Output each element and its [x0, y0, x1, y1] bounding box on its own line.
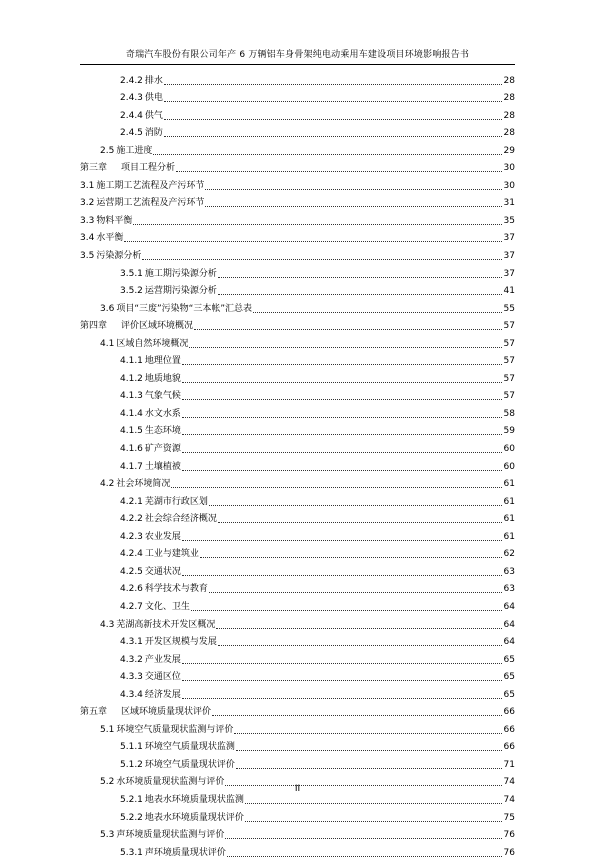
toc-entry[interactable] [80, 402, 515, 420]
dot-leader [218, 294, 502, 295]
toc-entry-number: 5.1.2 [120, 759, 143, 770]
toc-entry-page: 57 [503, 321, 515, 332]
toc-entry[interactable] [80, 332, 515, 350]
toc-entry-title: 土壤植被 [144, 461, 181, 472]
toc-entry-title: 施工期工艺流程及产污环节 [96, 180, 205, 191]
toc-entry[interactable] [80, 367, 515, 385]
toc-entry-title: 排水 [144, 75, 163, 86]
toc-entry-page: 37 [503, 268, 515, 279]
toc-entry[interactable] [80, 648, 515, 666]
dot-leader [209, 505, 502, 506]
toc-entry-number: 3.4 [80, 233, 95, 244]
toc-entry[interactable] [80, 157, 515, 175]
toc-entry-title: 区域环境质量现状评价 [121, 707, 212, 718]
toc-entry[interactable] [80, 578, 515, 596]
page-number: II [294, 784, 301, 794]
toc-entry-number: 4.2.7 [120, 601, 143, 612]
toc-entry[interactable] [80, 753, 515, 771]
dot-leader [205, 206, 502, 207]
toc-entry-number: 3.5.1 [120, 268, 143, 279]
toc-entry-title: 水文水系 [144, 408, 181, 419]
toc-entry[interactable] [80, 473, 515, 491]
dot-leader [218, 645, 502, 646]
toc-entry-title: 农业发展 [144, 531, 181, 542]
toc-entry-number: 4.1.4 [120, 408, 143, 419]
toc-entry-number: 第三章 [80, 163, 108, 174]
toc-entry-number: 4.2 [100, 479, 115, 490]
toc-entry-number: 5.2.1 [120, 794, 143, 805]
toc-entry[interactable] [80, 315, 515, 333]
toc-entry-page: 41 [503, 286, 515, 297]
toc-entry-number: 5.2.2 [120, 812, 143, 823]
dot-leader [182, 680, 502, 681]
toc-entry-number: 2.4.5 [120, 128, 143, 139]
dot-leader [236, 768, 502, 769]
toc-entry-number: 2.4.3 [120, 93, 143, 104]
toc-entry-title: 生态环境 [144, 426, 181, 437]
toc-entry-title: 文化、卫生 [144, 601, 190, 612]
toc-entry-page: 63 [503, 566, 515, 577]
toc-entry[interactable] [80, 262, 515, 280]
toc-entry[interactable] [80, 683, 515, 701]
dot-leader [182, 364, 502, 365]
toc-entry[interactable] [80, 69, 515, 87]
toc-entry-title: 地质地貌 [144, 373, 181, 384]
toc-entry[interactable] [80, 613, 515, 631]
toc-entry-page: 28 [503, 110, 515, 121]
dot-leader [124, 241, 502, 242]
dot-leader [209, 592, 502, 593]
toc-entry-title: 污染源分析 [96, 251, 142, 262]
dot-leader [200, 557, 502, 558]
dot-leader [227, 856, 502, 857]
toc-entry[interactable] [80, 280, 515, 298]
toc-entry-number: 3.6 [100, 303, 115, 314]
toc-entry-title: 气象气候 [144, 391, 181, 402]
dot-leader [245, 821, 502, 822]
dot-leader [153, 154, 502, 155]
dot-leader [225, 838, 502, 839]
toc-entry-number: 3.5 [80, 251, 95, 262]
toc-entry-page: 66 [503, 707, 515, 718]
toc-entry[interactable] [80, 595, 515, 613]
toc-entry[interactable] [80, 209, 515, 227]
toc-entry-number: 4.2.5 [120, 566, 143, 577]
toc-entry-title: 经济发展 [144, 689, 181, 700]
dot-leader [182, 452, 502, 453]
dot-leader [164, 119, 502, 120]
toc-entry[interactable] [80, 192, 515, 210]
toc-entry-number: 4.2.4 [120, 549, 143, 560]
dot-leader [182, 470, 502, 471]
dot-leader [133, 224, 502, 225]
toc-entry[interactable] [80, 104, 515, 122]
toc-entry-page: 76 [503, 847, 515, 858]
toc-entry-title: 社会综合经济概况 [144, 514, 217, 525]
toc-entry-page: 58 [503, 408, 515, 419]
dot-leader [164, 101, 502, 102]
toc-entry-title: 工业与建筑业 [144, 549, 199, 560]
dot-leader [182, 399, 502, 400]
toc-entry-page: 30 [503, 180, 515, 191]
toc-entry-title: 开发区规模与发展 [144, 637, 217, 648]
toc-entry-number: 5.2 [100, 777, 115, 788]
toc-entry[interactable] [80, 437, 515, 455]
toc-entry-page: 64 [503, 619, 515, 630]
toc-entry-page: 74 [503, 794, 515, 805]
toc-entry-number: 4.3 [100, 619, 115, 630]
toc-entry-page: 57 [503, 338, 515, 349]
toc-entry-number: 4.1.3 [120, 391, 143, 402]
toc-entry-number: 5.3 [100, 830, 115, 841]
dot-leader [205, 189, 502, 190]
toc-entry-number: 5.1 [100, 724, 115, 735]
dot-leader [218, 522, 502, 523]
toc-entry-title: 供电 [144, 93, 163, 104]
toc-entry-number: 3.3 [80, 215, 95, 226]
dot-leader [253, 312, 502, 313]
toc-entry-title: 地表水环境质量现状监测 [144, 794, 244, 805]
toc-entry-number: 2.4.4 [120, 110, 143, 121]
toc-entry-title: 芜湖市行政区划 [144, 496, 208, 507]
toc-entry[interactable] [80, 455, 515, 473]
toc-entry-page: 28 [503, 93, 515, 104]
toc-entry-title: 交通区位 [144, 672, 181, 683]
toc-entry-number: 第五章 [80, 707, 108, 718]
dot-leader [176, 171, 502, 172]
dot-leader [234, 733, 502, 734]
toc-entry[interactable] [80, 718, 515, 736]
dot-leader [171, 487, 502, 488]
toc-entry-page: 65 [503, 689, 515, 700]
toc-entry-page: 74 [503, 777, 515, 788]
dot-leader [182, 434, 502, 435]
toc-entry-title: 地表水环境质量现状评价 [144, 812, 244, 823]
toc-entry[interactable] [80, 227, 515, 245]
toc-entry-page: 61 [503, 531, 515, 542]
toc-entry-title: 水平衡 [96, 233, 124, 244]
toc-entry[interactable] [80, 87, 515, 105]
toc-entry[interactable] [80, 420, 515, 438]
toc-entry-page: 61 [503, 479, 515, 490]
toc-entry-page: 37 [503, 233, 515, 244]
toc-entry-title: 施工进度 [116, 145, 153, 156]
dot-leader [182, 698, 502, 699]
toc-entry-page: 64 [503, 637, 515, 648]
toc-entry[interactable] [80, 385, 515, 403]
toc-entry-number: 4.1.1 [120, 356, 143, 367]
toc-entry-number: 4.1.5 [120, 426, 143, 437]
toc-entry-title: 环境空气质量现状监测与评价 [116, 724, 234, 735]
dot-leader [164, 136, 502, 137]
toc-entry-number: 3.1 [80, 180, 95, 191]
toc-entry-page: 65 [503, 672, 515, 683]
toc-entry-page: 57 [503, 373, 515, 384]
toc-entry-number: 4.2.2 [120, 514, 143, 525]
toc-entry-number: 5.1.1 [120, 742, 143, 753]
toc-entry[interactable] [80, 139, 515, 157]
toc-entry-page: 30 [503, 163, 515, 174]
dot-leader [191, 610, 502, 611]
toc-entry-title: 产业发展 [144, 654, 181, 665]
dot-leader [182, 575, 502, 576]
toc-entry-page: 57 [503, 356, 515, 367]
toc-entry[interactable] [80, 350, 515, 368]
table-of-contents [80, 69, 515, 859]
toc-entry-title: 项目工程分析 [121, 163, 176, 174]
toc-entry[interactable] [80, 297, 515, 315]
dot-leader [142, 259, 502, 260]
toc-entry-title: 消防 [144, 128, 163, 139]
dot-leader [189, 347, 502, 348]
toc-entry-number: 4.2.1 [120, 496, 143, 507]
toc-entry-title: 供气 [144, 110, 163, 121]
toc-entry-title: 声环境质量现状评价 [144, 847, 226, 858]
toc-entry-title: 水环境质量现状监测与评价 [116, 777, 225, 788]
toc-entry-number: 4.3.3 [120, 672, 143, 683]
toc-entry-title: 施工期污染源分析 [144, 268, 217, 279]
dot-leader [194, 329, 502, 330]
toc-entry-page: 61 [503, 496, 515, 507]
toc-entry-title: 声环境质量现状监测与评价 [116, 830, 225, 841]
toc-entry-page: 57 [503, 391, 515, 402]
toc-entry-number: 4.1.7 [120, 461, 143, 472]
header-rule [80, 64, 515, 65]
toc-entry-page: 76 [503, 830, 515, 841]
toc-entry-page: 31 [503, 198, 515, 209]
toc-entry[interactable] [80, 736, 515, 754]
dot-leader [212, 715, 502, 716]
dot-leader [182, 540, 502, 541]
toc-entry-page: 64 [503, 601, 515, 612]
toc-entry-page: 66 [503, 724, 515, 735]
toc-entry-page: 29 [503, 145, 515, 156]
toc-entry-page: 62 [503, 549, 515, 560]
toc-entry-title: 区域自然环境概况 [116, 338, 189, 349]
toc-entry-number: 2.5 [100, 145, 115, 156]
dot-leader [182, 417, 502, 418]
toc-entry-page: 28 [503, 128, 515, 139]
toc-entry-page: 60 [503, 461, 515, 472]
toc-entry-page: 75 [503, 812, 515, 823]
toc-entry-title: 项目“三废”污染物“三本帐”汇总表 [116, 303, 252, 314]
dot-leader [245, 803, 502, 804]
toc-entry-number: 4.3.4 [120, 689, 143, 700]
toc-entry-number: 4.1 [100, 338, 115, 349]
toc-entry-number: 4.2.6 [120, 584, 143, 595]
toc-entry[interactable] [80, 701, 515, 719]
dot-leader [218, 277, 502, 278]
toc-entry-title: 芜湖高新技术开发区概况 [116, 619, 216, 630]
toc-entry[interactable] [80, 560, 515, 578]
toc-entry-page: 66 [503, 742, 515, 753]
toc-entry-page: 59 [503, 426, 515, 437]
toc-entry[interactable] [80, 525, 515, 543]
toc-entry-page: 37 [503, 251, 515, 262]
toc-entry-title: 地理位置 [144, 356, 181, 367]
toc-entry-number: 第四章 [80, 321, 108, 332]
toc-entry-number: 5.3.1 [120, 847, 143, 858]
toc-entry-page: 55 [503, 303, 515, 314]
toc-entry[interactable] [80, 174, 515, 192]
toc-entry-title: 环境空气质量现状评价 [144, 759, 235, 770]
toc-entry-page: 60 [503, 444, 515, 455]
toc-entry-number: 4.3.2 [120, 654, 143, 665]
toc-entry-title: 交通状况 [144, 566, 181, 577]
dot-leader [216, 628, 502, 629]
toc-entry-page: 61 [503, 514, 515, 525]
toc-entry-number: 3.5.2 [120, 286, 143, 297]
toc-entry-title: 运营期工艺流程及产污环节 [96, 198, 205, 209]
toc-entry-page: 28 [503, 75, 515, 86]
toc-entry[interactable] [80, 122, 515, 140]
toc-entry-page: 63 [503, 584, 515, 595]
toc-entry-title: 评价区域环境概况 [121, 321, 194, 332]
toc-entry-page: 71 [503, 759, 515, 770]
toc-entry-number: 4.1.6 [120, 444, 143, 455]
toc-entry-title: 运营期污染源分析 [144, 286, 217, 297]
toc-entry[interactable] [80, 244, 515, 262]
toc-entry[interactable] [80, 543, 515, 561]
toc-entry[interactable] [80, 841, 515, 859]
toc-entry[interactable] [80, 806, 515, 824]
toc-entry[interactable] [80, 824, 515, 842]
toc-entry-title: 科学技术与教育 [144, 584, 208, 595]
dot-leader [236, 750, 502, 751]
dot-leader [182, 663, 502, 664]
toc-entry-number: 4.3.1 [120, 637, 143, 648]
toc-entry-title: 社会环境简况 [116, 479, 171, 490]
toc-entry[interactable] [80, 631, 515, 649]
toc-entry-title: 物料平衡 [96, 215, 133, 226]
toc-entry-number: 4.2.3 [120, 531, 143, 542]
toc-entry-page: 35 [503, 215, 515, 226]
toc-entry-title: 环境空气质量现状监测 [144, 742, 235, 753]
toc-entry-number: 2.4.2 [120, 75, 143, 86]
toc-entry[interactable] [80, 508, 515, 526]
toc-entry-number: 4.1.2 [120, 373, 143, 384]
toc-entry-page: 65 [503, 654, 515, 665]
toc-entry[interactable] [80, 490, 515, 508]
dot-leader [182, 382, 502, 383]
toc-entry-title: 矿产资源 [144, 444, 181, 455]
dot-leader [164, 84, 502, 85]
toc-entry[interactable] [80, 666, 515, 684]
toc-entry-number: 3.2 [80, 198, 95, 209]
running-header: 奇瑞汽车股份有限公司年产 6 万辆铝车身骨架纯电动乘用车建设项目环境影响报告书 [125, 50, 470, 60]
